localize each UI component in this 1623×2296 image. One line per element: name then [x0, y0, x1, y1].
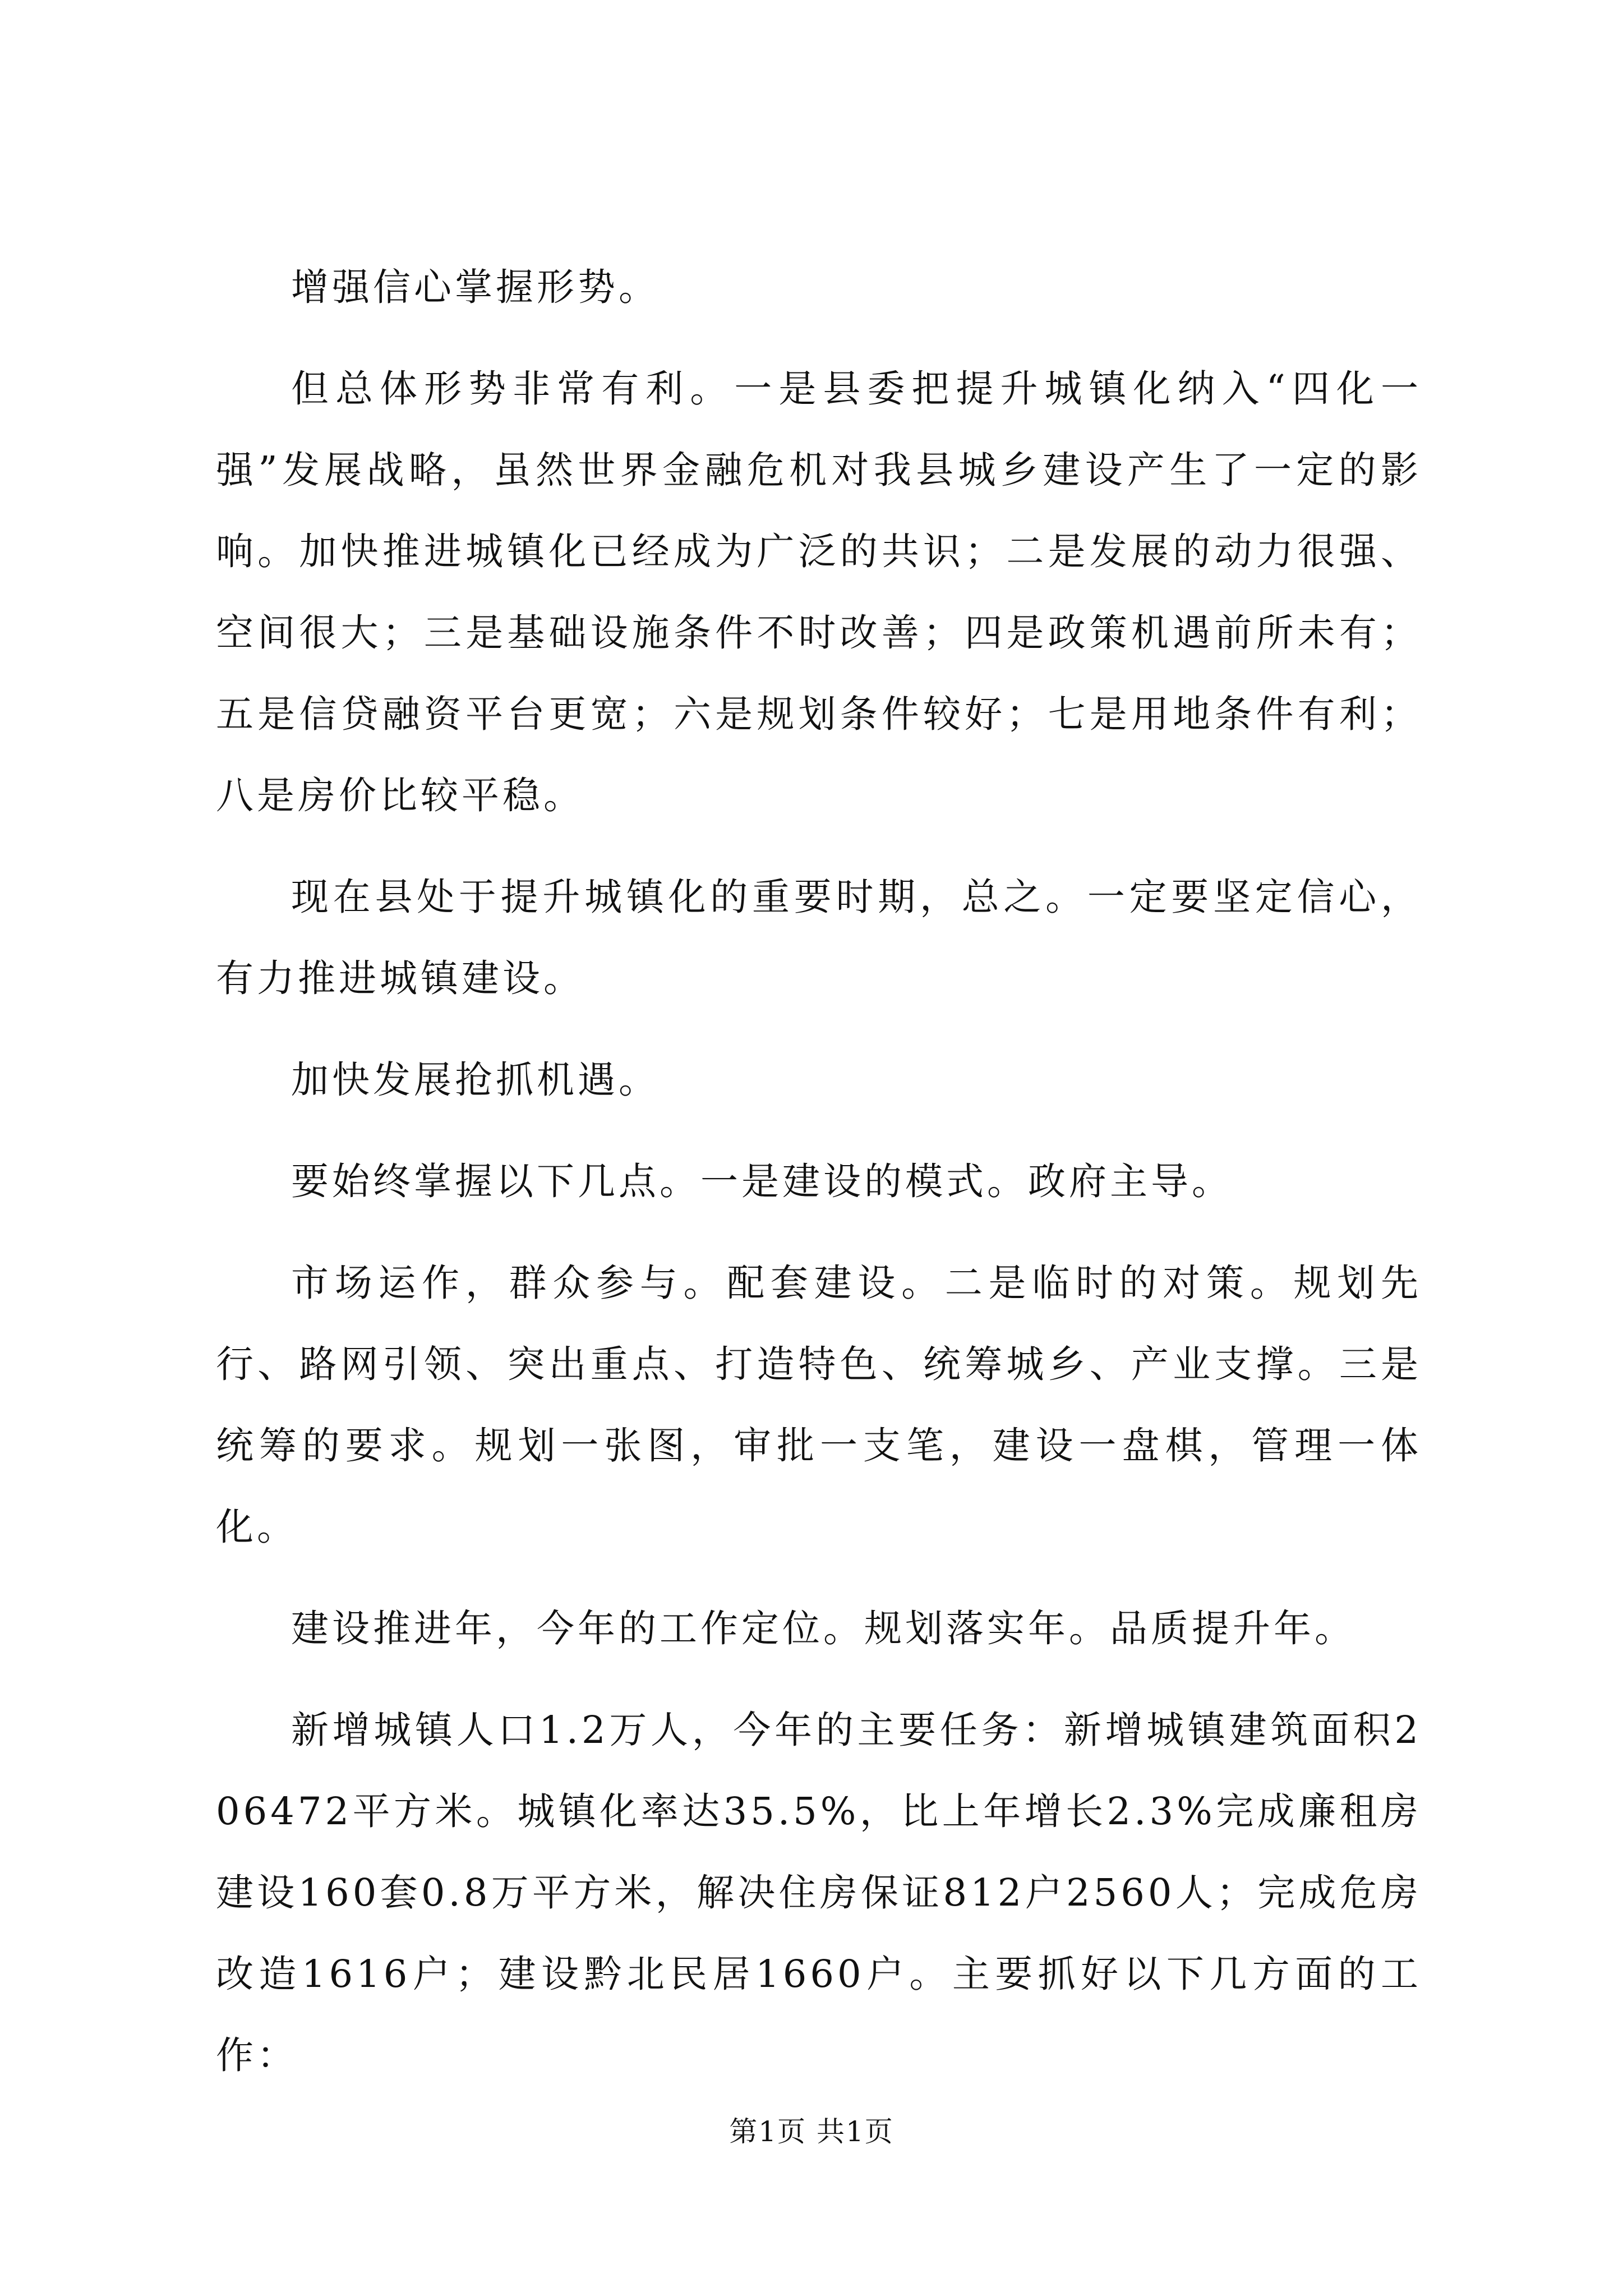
paragraph: 加快发展抢抓机遇。 — [291, 1058, 660, 1102]
paragraph: 要始终掌握以下几点。一是建设的模式。政府主导。 — [291, 1159, 1233, 1203]
page-footer: 第1页 共1页 — [729, 2115, 894, 2148]
paragraph: 增强信心掌握形势。 — [291, 265, 660, 309]
paragraph: 但总体形势非常有利。一是县委把提升城镇化纳入“四化一强”发展战略，虽然世界金融危机对我县城乡建设产生了一定的影响。加快推进城镇化已经成为广泛的共识；二是发展的动力很强、空间很大；三是基础设施条件不时改善；四是政策机遇前所未有；五是信贷融资平台更宽；六是规划条件较好；七是用地条件有利；八是房价比较平稳。 — [216, 367, 1422, 817]
paragraph: 建设推进年，今年的工作定位。规划落实年。品质提升年。 — [291, 1607, 1355, 1650]
paragraph: 市场运作，群众参与。配套建设。二是临时的对策。规划先行、路网引领、突出重点、打造特色、统筹城乡、产业支撑。三是统筹的要求。规划一张图，审批一支笔，建设一盘棋，管理一体化。 — [216, 1261, 1422, 1549]
paragraph: 现在县处于提升城镇化的重要时期，总之。一定要坚定信心，有力推进城镇建设。 — [216, 875, 1422, 1000]
paragraph: 新增城镇人口1.2万人，今年的主要任务：新增城镇建筑面积206472平方米。城镇化率达35.5%，比上年增长2.3%完成廉租房建设160套0.8万平方米，解决住房保证812户2560人；完成危房改造1616户；建设黔北民居1660户。主要抓好以下几方面的工作： — [216, 1708, 1422, 2077]
document-body — [216, 247, 1422, 2096]
